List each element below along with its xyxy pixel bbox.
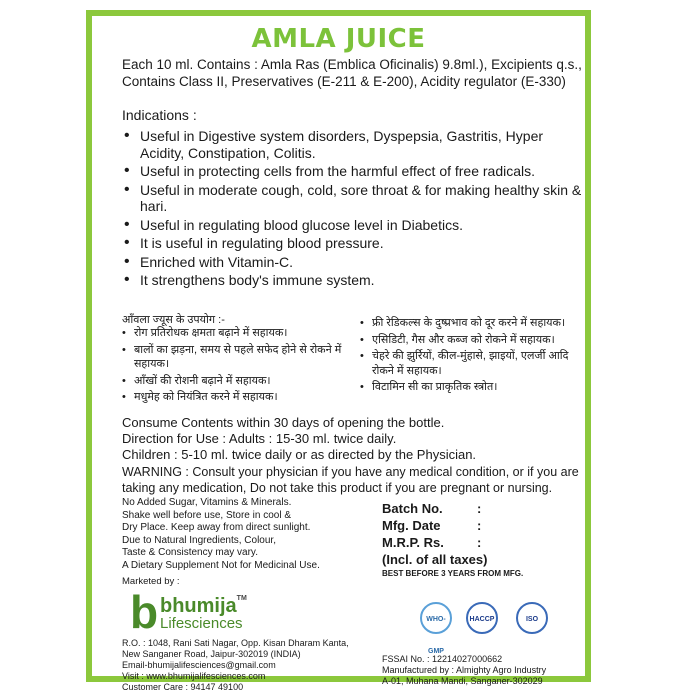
hindi-item: • फ्री रेडिकल्स के दुष्प्रभाव को दूर करने में सहायक। <box>360 316 580 331</box>
hindi-uses-left <box>122 326 347 407</box>
adult-dosage: Direction for Use : Adults : 15-30 ml. twice daily. <box>122 431 397 446</box>
batch-sep: : <box>477 501 482 516</box>
logo-letter: b <box>130 586 159 638</box>
marketed-by: Marketed by : <box>122 576 180 587</box>
batch-label: Batch No. <box>382 501 443 516</box>
note-line: Shake well before use, Store in cool & <box>122 509 291 521</box>
note-line: No Added Sugar, Vitamins & Minerals. <box>122 497 292 508</box>
indication-item: • Enriched with Vitamin-C. <box>122 254 582 271</box>
fssai-block <box>382 654 592 687</box>
batch-info <box>382 500 487 568</box>
indication-item: • It strengthens body's immune system. <box>122 272 582 289</box>
directions-block <box>122 415 582 463</box>
indication-item: • Useful in protecting cells from the harmful effect of free radicals. <box>122 163 582 180</box>
hindi-heading: आँवला ज्यूस के उपयोग :- <box>122 314 225 326</box>
consume-text: Consume Contents within 30 days of opening the bottle. <box>122 415 445 430</box>
hindi-item: • रोग प्रतिरोधक क्षमता बढ़ाने में सहायक। <box>122 326 347 341</box>
child-dosage: Children : 5-10 ml. twice daily or as directed by the Physician. <box>122 447 477 462</box>
hindi-item: • चेहरे की झुर्रियों, कील-मुंहासे, झाइयों, एलर्जी आदि रोकने में सहायक। <box>360 349 580 378</box>
best-before: BEST BEFORE 3 YEARS FROM MFG. <box>382 569 524 578</box>
mrp-row <box>382 534 487 551</box>
hindi-item: • आँखों की रोशनी बढ़ाने में सहायक। <box>122 374 347 389</box>
indication-item: • It is useful in regulating blood pressure. <box>122 235 582 252</box>
logo-subtitle: Lifesciences <box>160 615 243 632</box>
hindi-item: • एसिडिटी, गैस और कब्ज को रोकने में सहायक। <box>360 333 580 348</box>
batch-row <box>382 500 487 517</box>
note-line: A Dietary Supplement Not for Medicinal Use. <box>122 559 320 571</box>
mrp-label: M.R.P. Rs. <box>382 535 444 550</box>
manufacturer-line: Manufactured by : Almighty Agro Industry <box>382 665 547 675</box>
fssai-number: FSSAI No. : 12214027000662 <box>382 654 503 664</box>
mfg-sep: : <box>477 518 482 533</box>
hindi-uses-right <box>360 316 580 397</box>
warning-text: WARNING : Consult your physician if you have any medical condition, or if you are taking any medication, Do not take this product if you are pregnant or nursing. <box>122 465 579 495</box>
haccp-icon: HACCP <box>466 602 498 634</box>
mfg-row <box>382 517 487 534</box>
indications-list <box>122 128 582 291</box>
who-gmp-icon: WHO-GMP <box>420 602 452 634</box>
hindi-item: • बालों का झड़ना, समय से पहले सफेद होने से रोकने में सहायक। <box>122 343 347 372</box>
email-line: Email-bhumijalifesciences@gmail.com <box>122 660 276 670</box>
certification-badges <box>420 602 580 655</box>
indications-heading: Indications : <box>122 107 197 123</box>
hindi-item: • मधुमेह को नियंत्रित करने में सहायक। <box>122 390 347 405</box>
logo-name-text: bhumija <box>160 595 237 617</box>
note-line: Taste & Consistency may vary. <box>122 547 258 558</box>
hindi-item: • विटामिन सी का प्राकृतिक स्त्रोत। <box>360 380 580 395</box>
product-title: AMLA JUICE <box>251 24 426 54</box>
note-line: Dry Place. Keep away from direct sunlight. <box>122 522 311 533</box>
notes-block <box>122 497 352 572</box>
indication-item: • Useful in Digestive system disorders, Dyspepsia, Gastritis, Hyper Acidity, Constipation, Colitis. <box>122 128 582 161</box>
brand-logo <box>130 586 300 638</box>
composition-text: Each 10 ml. Contains : Amla Ras (Emblica Oficinalis) 9.8ml.), Excipients q.s., Contains Class II, Preservatives (E-211 & E-200), Acidity regulator (E-330) <box>122 57 582 89</box>
logo-tm: TM <box>236 595 247 602</box>
address-line: R.O. : 1048, Rani Sati Nagar, Opp. Kisan Dharam Kanta, <box>122 638 349 648</box>
indication-item: • Useful in regulating blood glucose level in Diabetics. <box>122 217 582 234</box>
website-line: Visit : www.bhumijalifesciences.com <box>122 671 266 681</box>
note-line: Due to Natural Ingredients, Colour, <box>122 534 276 546</box>
mfg-label: Mfg. Date <box>382 518 441 533</box>
label-frame <box>86 10 591 692</box>
customer-care-line: Customer Care : 94147 49100 <box>122 682 244 692</box>
incl-taxes: (Incl. of all taxes) <box>382 552 488 567</box>
address-line: New Sanganer Road, Jaipur-302019 (INDIA) <box>122 649 301 659</box>
address-block <box>122 638 382 693</box>
mrp-sep: : <box>477 535 482 550</box>
indication-item: • Useful in moderate cough, cold, sore throat & for making healthy skin & hari. <box>122 182 582 215</box>
iso-icon: ISO <box>516 602 548 634</box>
manufacturer-address: A-01, Muhana Mandi, Sanganer-302029 <box>382 676 543 686</box>
